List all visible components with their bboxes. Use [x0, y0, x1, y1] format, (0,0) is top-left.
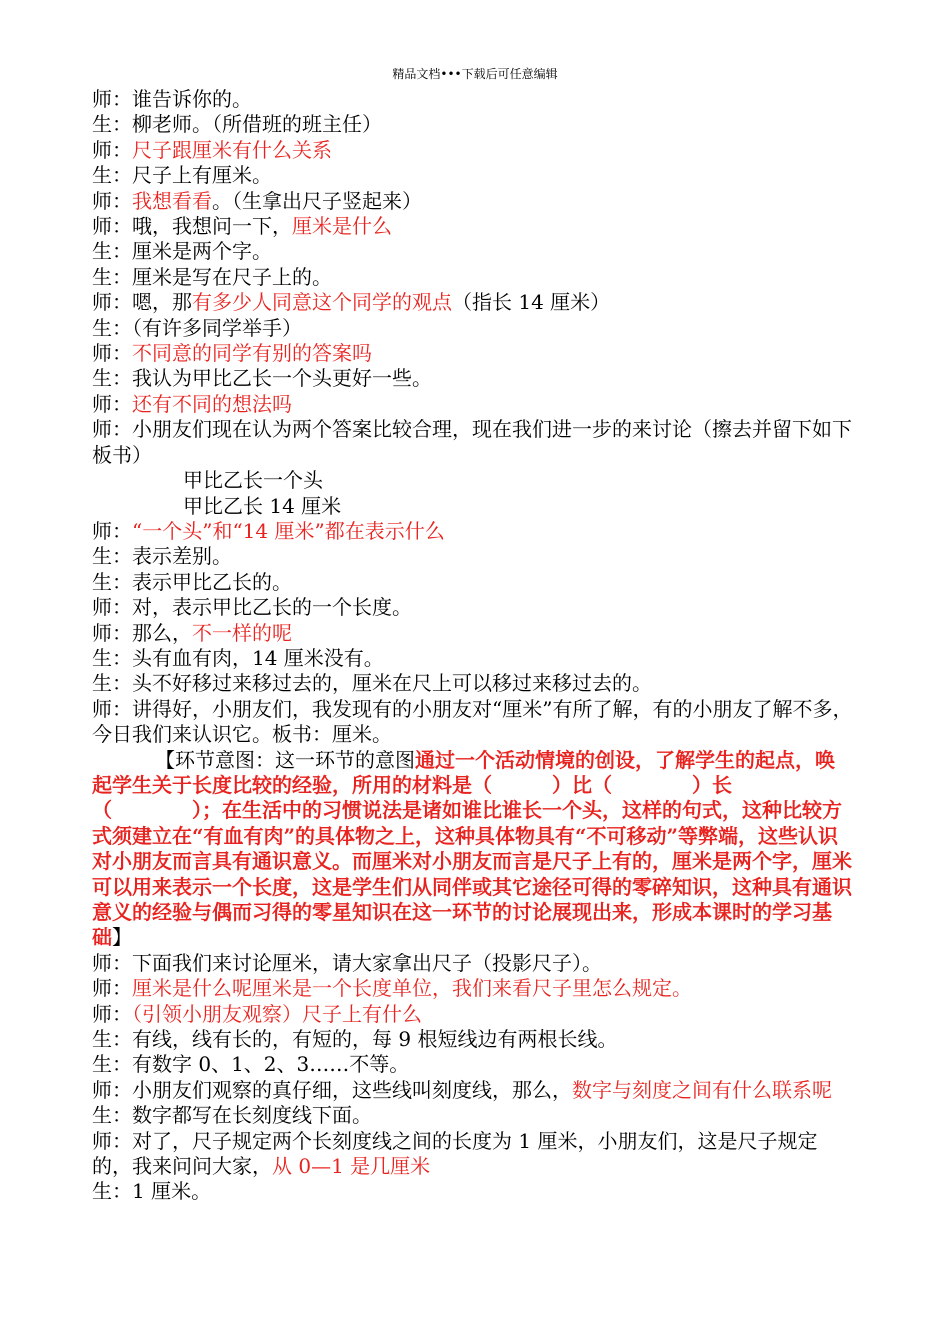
dialogue-line	[92, 1179, 854, 1204]
dialogue-line	[92, 468, 854, 493]
section-intent-note	[92, 748, 854, 951]
document-body	[92, 87, 854, 1205]
line-text: 师：	[92, 137, 132, 162]
dialogue-line	[92, 341, 854, 366]
dialogue-line	[92, 1002, 854, 1027]
line-text: 甲比乙长 14 厘米	[183, 493, 342, 518]
line-text: 师：对了，尺子规定两个长刻度线之间的长度为 1 厘米，小朋友们，这是尺子规定的，我来问问大家，	[92, 1128, 818, 1179]
line-text: 生：柳老师。（所借班的班主任）	[92, 112, 382, 137]
line-text: 生：数字都写在长刻度线下面。	[92, 1103, 372, 1128]
dialogue-line	[92, 239, 854, 264]
dialogue-line	[92, 1027, 854, 1052]
line-text: 师：	[92, 341, 132, 366]
dialogue-line	[92, 544, 854, 569]
dialogue-line	[92, 570, 854, 595]
dialogue-line	[92, 214, 854, 239]
line-text: 生：我认为甲比乙长一个头更好一些。	[92, 366, 432, 391]
note-body: 通过一个活动情境的创设，了解学生的起点，唤起学生关于长度比较的经验，所用的材料是（ ）比（ ）长（ ）；在生活中的习惯说法是诸如谁比谁长一个头，这样的句式，这种比较方式须建立在“有血有肉”的具体物之上，这种具体物具有“不可移动”等弊端，这些认识对小朋友而言具有通识意义。而厘米对小朋友而言是尺子上有的，厘米是两个字，厘米可以用来表示一个长度，这是学生们从同伴或其它途径可得的零碎知识，这种具有通识意义的经验与偶而习得的零星知识在这一环节的讨论展现出来，形成本课时的学习基础	[92, 747, 852, 950]
highlighted-text: 尺子跟厘米有什么关系	[132, 137, 332, 162]
highlighted-text: 数字与刻度之间有什么联系呢	[572, 1077, 832, 1102]
highlighted-text: 不同意的同学有别的答案吗	[132, 341, 372, 366]
line-text: 生：厘米是写在尺子上的。	[92, 264, 332, 289]
line-text: 师：嗯，那	[92, 290, 192, 315]
dialogue-line	[92, 976, 854, 1001]
dialogue-line	[92, 621, 854, 646]
dialogue-line	[92, 494, 854, 519]
dialogue-line	[92, 417, 854, 468]
dialogue-line	[92, 392, 854, 417]
line-text: 师：	[92, 391, 132, 416]
line-text: 生：（有许多同学举手）	[92, 315, 302, 340]
dialogue-line	[92, 316, 854, 341]
highlighted-text: （引领小朋友观察）尺子上有什么	[132, 1001, 422, 1026]
dialogue-line	[92, 519, 854, 544]
dialogue-line	[92, 290, 854, 315]
line-text: 师：	[92, 1001, 132, 1026]
line-text: 生：表示差别。	[92, 544, 232, 569]
dialogue-line	[92, 1078, 854, 1103]
line-text: 生：头不好移过来移过去的，厘米在尺上可以移过来移过去的。	[92, 671, 652, 696]
line-text: 师：	[92, 188, 132, 213]
dialogue-block-2	[92, 951, 854, 1205]
dialogue-line	[92, 1103, 854, 1128]
highlighted-text: 从 0—1 是几厘米	[272, 1154, 431, 1179]
line-text: 师：谁告诉你的。	[92, 87, 252, 111]
highlighted-text: 我想看看	[132, 188, 212, 213]
highlighted-text: 不一样的呢	[192, 620, 292, 645]
line-text: 生：头有血有肉，14 厘米没有。	[92, 645, 384, 670]
dialogue-line	[92, 138, 854, 163]
line-text: 师：讲得好，小朋友们，我发现有的小朋友对“厘米”有所了解，有的小朋友了解不多，今日我们来认识它。板书：厘米。	[92, 696, 853, 747]
dialogue-line	[92, 1052, 854, 1077]
dialogue-block-1	[92, 87, 854, 748]
dialogue-line	[92, 1129, 854, 1180]
line-text: 师：小朋友们观察的真仔细，这些线叫刻度线，那么，	[92, 1077, 572, 1102]
line-text: 生：厘米是两个字。	[92, 239, 272, 264]
page-header: 精品文档•••下载后可任意编辑	[392, 67, 558, 81]
dialogue-line	[92, 951, 854, 976]
line-text: 生：1 厘米。	[92, 1179, 212, 1204]
dialogue-line	[92, 87, 854, 112]
dialogue-line	[92, 646, 854, 671]
line-text: 生：有线，线有长的，有短的，每 9 根短线边有两根长线。	[92, 1027, 618, 1052]
line-text: 生：表示甲比乙长的。	[92, 569, 292, 594]
highlighted-text: “一个头”和“14 厘米”都在表示什么	[132, 518, 445, 543]
dialogue-line	[92, 595, 854, 620]
line-text: 师：	[92, 518, 132, 543]
line-text: 师：哦，我想问一下，	[92, 214, 292, 239]
highlighted-text: 有多少人同意这个同学的观点	[192, 290, 452, 315]
dialogue-line	[92, 697, 854, 748]
line-text: 生：尺子上有厘米。	[92, 163, 272, 188]
dialogue-line	[92, 112, 854, 137]
dialogue-line	[92, 366, 854, 391]
line-text: 甲比乙长一个头	[183, 468, 323, 493]
line-text: 生：有数字 0、1、2、3……不等。	[92, 1052, 410, 1077]
highlighted-text: 厘米是什么	[292, 214, 392, 239]
dialogue-line	[92, 265, 854, 290]
line-text: 师：对，表示甲比乙长的一个长度。	[92, 595, 412, 620]
line-text: 师：小朋友们现在认为两个答案比较合理，现在我们进一步的来讨论（擦去并留下如下板书）	[92, 417, 852, 467]
line-text: 师：	[92, 976, 132, 1001]
note-prefix: 【环节意图：这一环节的意图	[155, 747, 415, 772]
highlighted-text: 还有不同的想法吗	[132, 391, 292, 416]
dialogue-line	[92, 189, 854, 214]
dialogue-line	[92, 671, 854, 696]
note-suffix: 】	[112, 925, 132, 950]
line-text: 师：下面我们来讨论厘米，请大家拿出尺子（投影尺子）。	[92, 950, 602, 975]
line-text: 师：那么，	[92, 620, 192, 645]
line-text: （指长 14 厘米）	[452, 290, 611, 315]
line-text: 。（生拿出尺子竖起来）	[212, 188, 422, 213]
dialogue-line	[92, 163, 854, 188]
highlighted-text: 厘米是什么呢厘米是一个长度单位，我们来看尺子里怎么规定。	[132, 976, 692, 1001]
